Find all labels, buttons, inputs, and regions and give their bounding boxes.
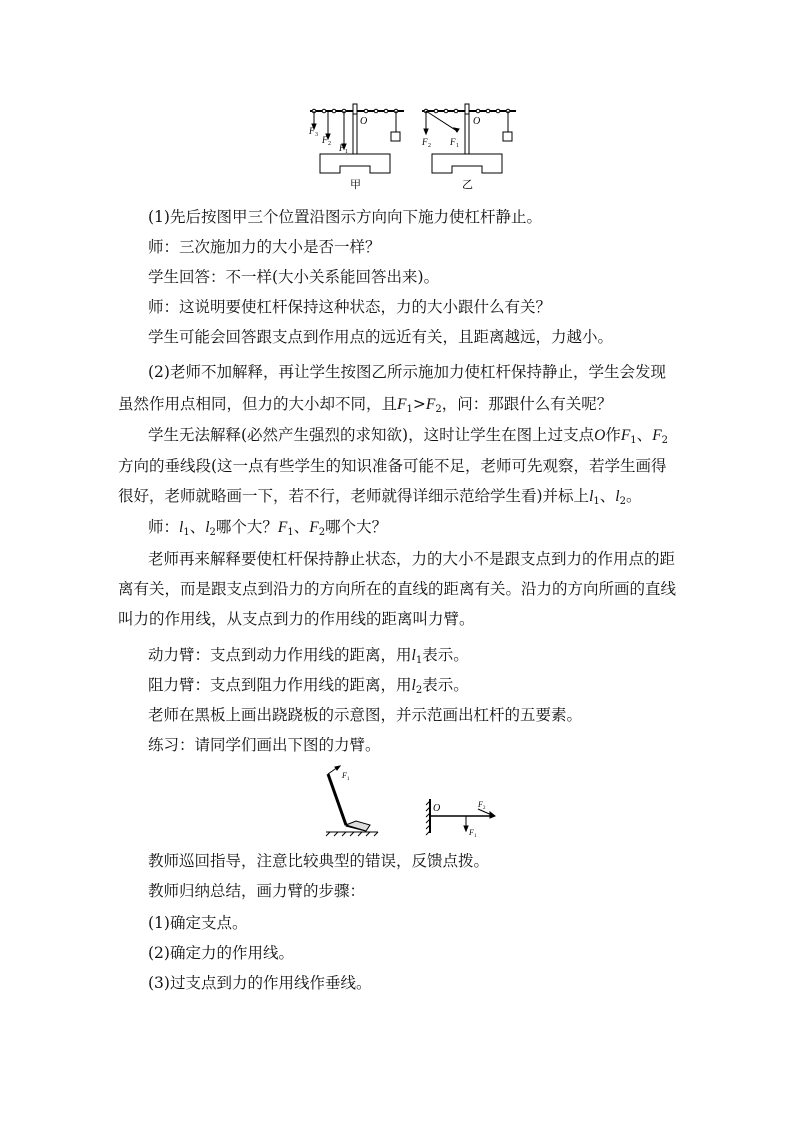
label-F2-yi-sub: 2	[428, 143, 431, 149]
paragraph-4: 师：这说明要使杠杆保持这种状态，力的大小跟什么有关？	[148, 298, 552, 316]
label-O-wall: O	[433, 803, 441, 814]
paragraph-14: 教师巡回指导，注意比较典型的错误，反馈点拨。	[148, 852, 490, 870]
paragraph-16: (1)确定支点。	[148, 914, 248, 932]
crowbar-diagram	[326, 766, 378, 836]
paragraph-11: 阻力臂：支点到阻力作用线的距离，用$l_2$表示。	[148, 676, 469, 696]
paragraph-15: 教师归纳总结，画力臂的步骤：	[148, 882, 366, 900]
paragraph-17: (2)确定力的作用线。	[148, 944, 294, 962]
label-O-yi: O	[473, 116, 481, 127]
paragraph-2: 师：三次施加力的大小是否一样？	[148, 238, 381, 256]
paragraph-6: (2)老师不加解释，再让学生按图乙所示施加力使杠杆保持静止，学生会发现虽然作用点相同，但力的大小却不同，且$F_1>F_2$，问：那跟什么有关呢？	[118, 363, 666, 415]
label-O-jia: O	[360, 116, 368, 127]
lever-figure-bottom	[318, 765, 508, 840]
label-F2-sub: 2	[328, 141, 331, 147]
paragraph-12: 老师在黑板上画出跷跷板的示意图，并示范画出杠杆的五要素。	[148, 706, 583, 724]
lever-diagram-svg	[300, 98, 530, 193]
force-arm-practice-svg	[318, 765, 508, 840]
label-F2: F	[322, 135, 328, 145]
label-F1: F	[339, 143, 345, 153]
paragraph-8: 师：$l_1$、$l_2$哪个大？$F_1$、$F_2$哪个大？	[148, 518, 388, 538]
label-F1-yi-sub: 1	[456, 143, 459, 149]
paragraph-7: 学生无法解释(必然产生强烈的求知欲)，这时让学生在图上过支点O作$F_1$、$F_2$方向的垂线段(这一点有些学生的知识准备可能不足，老师可先观察，若学生画得很好，老师就略画一下，若不行，老师就得详细示范给学生看)并标上$l_1$、$l_2$。	[118, 426, 669, 507]
lever-figure-top	[300, 98, 530, 193]
paragraph-10: 动力臂：支点到动力作用线的距离，用$l_1$表示。	[148, 646, 469, 666]
label-F1-crowbar: F	[342, 771, 347, 780]
label-F1-crowbar-sub: 1	[347, 777, 350, 782]
caption-yi: 乙	[462, 179, 473, 191]
paragraph-1: (1)先后按图甲三个位置沿图示方向向下施力使杠杆静止。	[148, 208, 542, 226]
label-F1-yi: F	[450, 137, 456, 147]
label-F1-wall-sub: 1	[474, 834, 477, 839]
paragraph-5: 学生可能会回答跟支点到作用点的远近有关，且距离越远，力越小。	[148, 328, 614, 346]
paragraph-9: 老师再来解释要使杠杆保持静止状态，力的大小不是跟支点到力的作用点的距离有关，而是跟支点到沿力的方向所在的直线的距离有关。沿力的方向所画的直线叫力的作用线，从支点到力的作用线的距离叫力臂。	[118, 550, 677, 628]
label-F1-sub: 1	[345, 149, 348, 155]
paragraph-13: 练习：请同学们画出下图的力臂。	[148, 736, 381, 754]
label-F2-wall: F	[478, 800, 483, 809]
label-F1-wall: F	[469, 828, 474, 837]
label-F3: F	[309, 126, 315, 136]
label-F3-sub: 3	[315, 132, 318, 138]
label-F2-yi: F	[422, 137, 428, 147]
caption-jia: 甲	[350, 179, 361, 191]
paragraph-3: 学生回答：不一样(大小关系能回答出来)。	[148, 268, 440, 286]
lever-yi	[422, 104, 516, 173]
paragraph-18: (3)过支点到力的作用线作垂线。	[148, 974, 372, 992]
label-F2-wall-sub: 2	[483, 806, 486, 811]
